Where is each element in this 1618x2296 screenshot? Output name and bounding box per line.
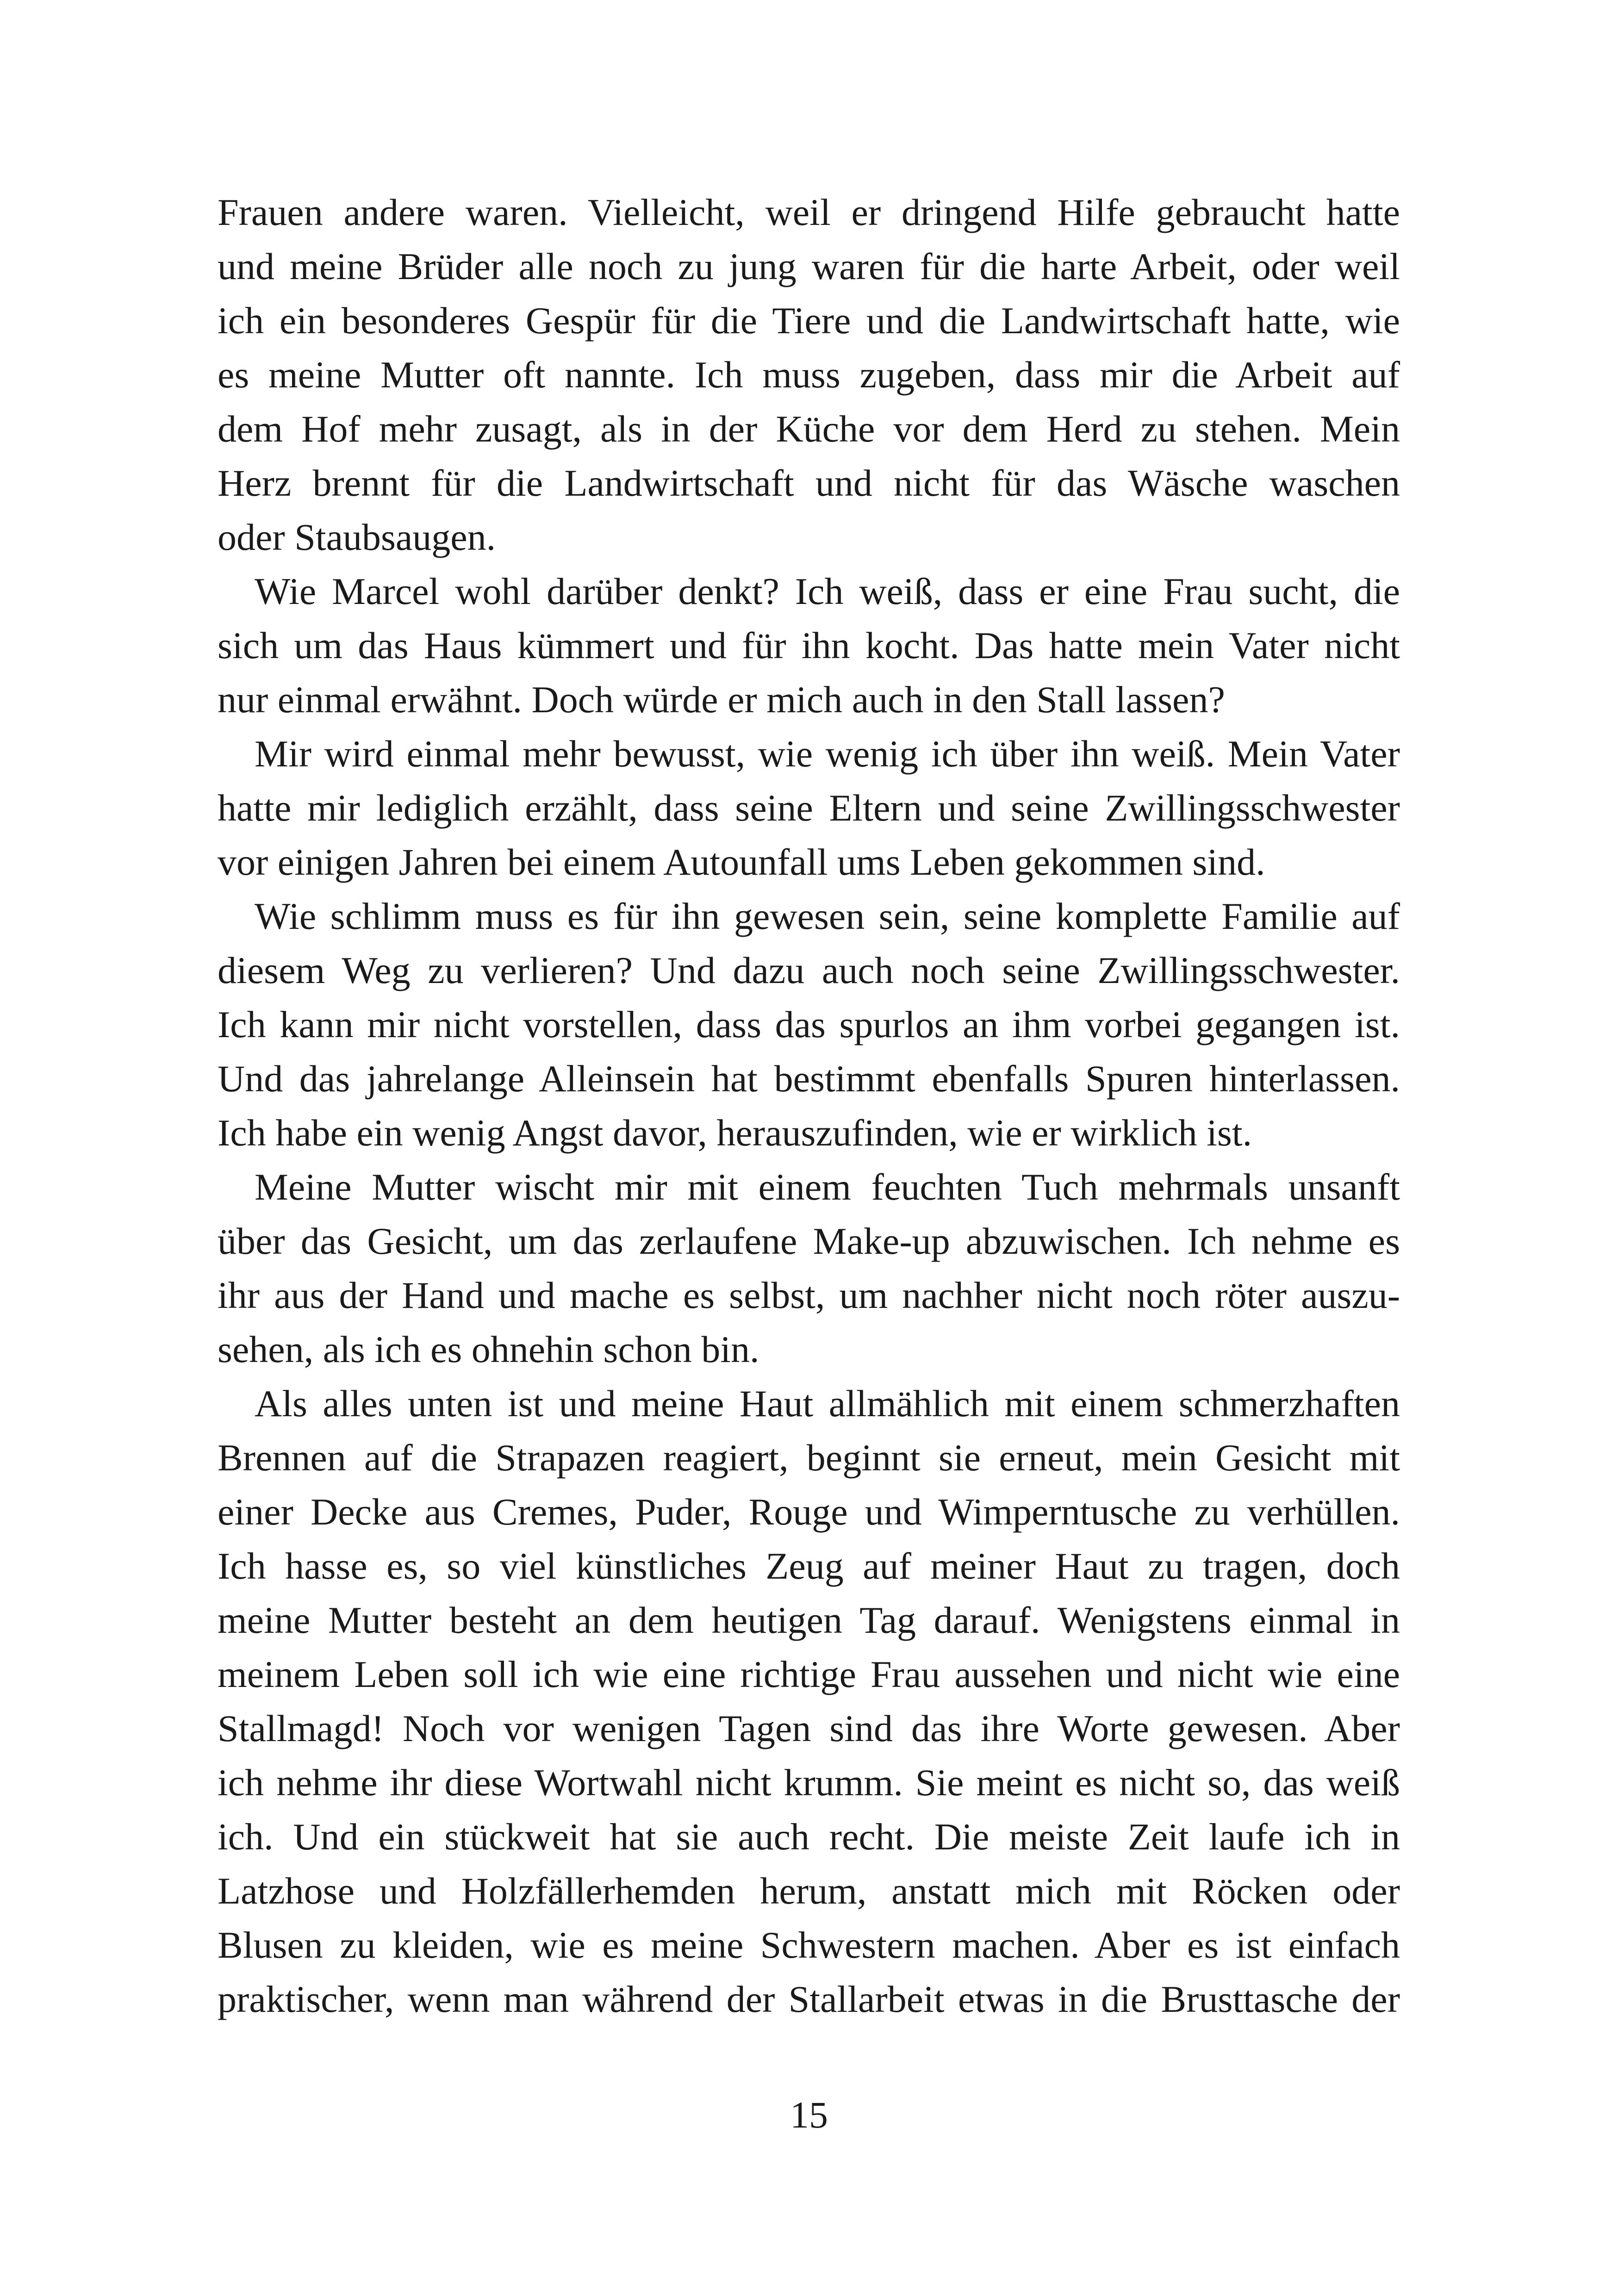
text-line: einer Decke aus Cremes, Puder, Rouge und Wimperntusche zu verhüllen. [218, 1491, 1400, 1533]
text-line: ich nehme ihr diese Wortwahl nicht krumm. Sie meint es nicht so, das weiß [218, 1761, 1400, 1804]
text-line: Als alles unten ist und meine Haut allmählich mit einem schmerzhaften [255, 1382, 1400, 1425]
text-line: ihr aus der Hand und mache es selbst, um nachher nicht noch röter auszu- [218, 1274, 1400, 1316]
text-line: Und das jahrelange Alleinsein hat bestimmt ebenfalls Spuren hinterlassen. [218, 1058, 1400, 1100]
text-line: Frauen andere waren. Vielleicht, weil er dringend Hilfe gebraucht hatte [218, 191, 1400, 233]
text-line: vor einigen Jahren bei einem Autounfall ums Leben gekommen sind. [218, 841, 1265, 883]
paragraph-3 [218, 727, 1400, 889]
text-line: Brennen auf die Strapazen reagiert, beginnt sie erneut, mein Gesicht mit [218, 1437, 1400, 1479]
text-line: sehen, als ich es ohnehin schon bin. [218, 1328, 759, 1370]
text-line: Blusen zu kleiden, wie es meine Schwestern machen. Aber es ist einfach [218, 1924, 1400, 1966]
body-text [218, 185, 1400, 2026]
text-line: praktischer, wenn man während der Stallarbeit etwas in die Brusttasche der [218, 1978, 1400, 2020]
text-line: ich ein besonderes Gespür für die Tiere und die Landwirtschaft hatte, wie [218, 299, 1400, 342]
paragraph-6 [218, 1376, 1400, 2026]
text-line: über das Gesicht, um das zerlaufene Make-up abzuwischen. Ich nehme es [218, 1220, 1400, 1262]
text-line: es meine Mutter oft nannte. Ich muss zugeben, dass mir die Arbeit auf [218, 354, 1400, 396]
text-line: Meine Mutter wischt mir mit einem feuchten Tuch mehrmals unsanft [255, 1166, 1400, 1208]
text-line: nur einmal erwähnt. Doch würde er mich auch in den Stall lassen? [218, 678, 1225, 721]
text-line: Mir wird einmal mehr bewusst, wie wenig ich über ihn weiß. Mein Vater [255, 733, 1400, 775]
text-line: Ich habe ein wenig Angst davor, herauszufinden, wie er wirklich ist. [218, 1112, 1252, 1154]
paragraph-2 [218, 564, 1400, 727]
text-line: diesem Weg zu verlieren? Und dazu auch noch seine Zwillingsschwester. [218, 949, 1400, 991]
text-line: meinem Leben soll ich wie eine richtige Frau aussehen und nicht wie eine [218, 1653, 1400, 1695]
text-line: meine Mutter besteht an dem heutigen Tag darauf. Wenigstens einmal in [218, 1599, 1400, 1641]
paragraph-4 [218, 889, 1400, 1160]
text-line: ich. Und ein stückweit hat sie auch recht. Die meiste Zeit laufe ich in [218, 1816, 1400, 1858]
paragraph-5 [218, 1160, 1400, 1376]
text-line: sich um das Haus kümmert und für ihn kocht. Das hatte mein Vater nicht [218, 624, 1400, 666]
text-line: Wie Marcel wohl darüber denkt? Ich weiß, dass er eine Frau sucht, die [255, 570, 1400, 612]
text-line: dem Hof mehr zusagt, als in der Küche vor dem Herd zu stehen. Mein [218, 408, 1400, 450]
text-line: Stallmagd! Noch vor wenigen Tagen sind das ihre Worte gewesen. Aber [218, 1707, 1400, 1749]
text-line: und meine Brüder alle noch zu jung waren für die harte Arbeit, oder weil [218, 245, 1400, 287]
page-number: 15 [790, 2094, 828, 2136]
text-line: Ich hasse es, so viel künstliches Zeug auf meiner Haut zu tragen, doch [218, 1545, 1400, 1587]
text-line: oder Staubsaugen. [218, 516, 496, 558]
text-line: Herz brennt für die Landwirtschaft und nicht für das Wäsche waschen [218, 462, 1400, 504]
text-line: Wie schlimm muss es für ihn gewesen sein, seine komplette Familie auf [255, 895, 1400, 937]
text-line: Latzhose und Holzfällerhemden herum, anstatt mich mit Röcken oder [218, 1870, 1400, 1912]
paragraph-1 [218, 185, 1400, 564]
text-line: Ich kann mir nicht vorstellen, dass das spurlos an ihm vorbei gegangen ist. [218, 1003, 1400, 1045]
text-line: hatte mir lediglich erzählt, dass seine Eltern und seine Zwillingsschwester [218, 787, 1400, 829]
